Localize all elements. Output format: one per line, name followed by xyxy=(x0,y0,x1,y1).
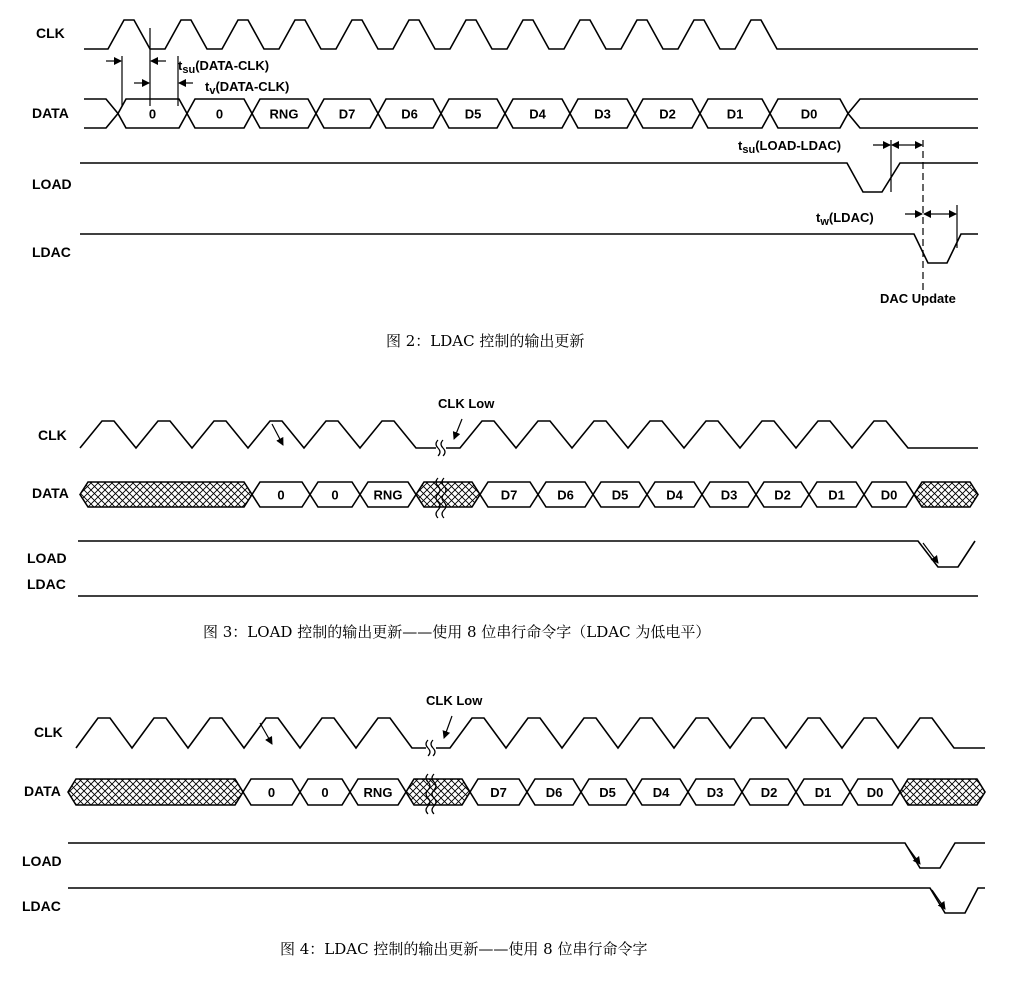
d1-caption: 图 2：LDAC 控制的输出更新 xyxy=(386,332,585,350)
d3-data-b-cell-label-5: D2 xyxy=(760,785,778,800)
d3-ldac-edge-arrow xyxy=(932,890,945,909)
d3-data-hatch-lead xyxy=(68,779,243,805)
d1-dac-update-label: DAC Update xyxy=(880,291,956,306)
d2-clk-low-label: CLK Low xyxy=(438,396,495,411)
d3-data-hatch-tail xyxy=(900,779,985,805)
d1-data-cell-label-0: 0 xyxy=(148,106,157,122)
d1-clk-waveform xyxy=(84,20,978,49)
d3-load-edge-arrow xyxy=(906,845,920,864)
d1-data-cell-label-5: D5 xyxy=(464,106,482,122)
d3-clk-break-mark xyxy=(426,740,435,756)
d3-data-a-cell-label-2: RNG xyxy=(363,785,393,800)
d2-clk-waveform xyxy=(80,421,978,448)
d1-data-cell-label-8: D2 xyxy=(659,106,676,122)
d3-data-b-cell-label-6: D1 xyxy=(814,785,832,800)
d3-data-b-cell-label-7: D0 xyxy=(866,785,884,800)
d1-data-cell-label-9: D1 xyxy=(726,106,744,122)
d2-clk-low-arrow xyxy=(454,419,462,439)
d1-tw-ldac-label: $t_w(LDAC)$ xyxy=(816,210,874,228)
d2-load-label: LOAD xyxy=(27,550,67,566)
d1-data-cell-label-2: RNG xyxy=(269,106,299,122)
d2-data-hatch-mid xyxy=(416,482,480,507)
diagram-1 xyxy=(32,20,978,350)
diagram-3 xyxy=(22,693,985,958)
d3-clk-label: CLK xyxy=(34,724,63,740)
d3-data-b-cell-label-0: D7 xyxy=(490,785,507,800)
d1-tsu-data-label: $t_{su}(DATA-CLK)$ xyxy=(178,58,270,76)
d2-clk-edge-arrow xyxy=(272,424,283,445)
d2-data-b-cell-label-7: D0 xyxy=(880,487,898,503)
d2-data-hatch-lead xyxy=(80,482,252,507)
d3-data-b-cell-label-2: D5 xyxy=(599,785,616,800)
d1-data-bus xyxy=(84,99,978,128)
d2-data-hatch-tail xyxy=(914,482,978,507)
d3-data-b-cell-label-3: D4 xyxy=(652,785,670,800)
d3-ldac-waveform xyxy=(68,888,985,913)
d2-data-bus xyxy=(80,482,978,507)
d3-data-hatch-mid xyxy=(406,779,470,805)
d3-caption: 图 4：LDAC 控制的输出更新——使用 8 位串行命令字 xyxy=(280,940,648,958)
d3-ldac-label: LDAC xyxy=(22,898,61,914)
d3-data-bus xyxy=(68,779,985,805)
d3-clk-edge-arrow xyxy=(260,723,272,744)
d2-ldac-label: LDAC xyxy=(27,576,66,592)
d3-data-b-cell-label-1: D6 xyxy=(545,785,563,800)
d1-data-tail xyxy=(848,99,978,128)
d1-load-waveform xyxy=(80,163,978,192)
d2-clk-label: CLK xyxy=(38,427,67,443)
d3-clk-waveform xyxy=(76,718,985,748)
d2-load-waveform xyxy=(78,541,975,567)
d3-load-waveform xyxy=(68,843,985,868)
d1-clk-label: CLK xyxy=(36,25,65,41)
d2-data-b-cell-label-2: D5 xyxy=(611,487,629,503)
d2-data-b-cell-label-3: D4 xyxy=(666,487,683,503)
d2-data-label: DATA xyxy=(32,485,69,501)
d1-data-cell-label-3: D7 xyxy=(338,106,356,122)
d3-clk-low-arrow xyxy=(444,716,452,738)
d1-data-cell-label-1: 0 xyxy=(215,106,224,122)
d2-caption: 图 3：LOAD 控制的输出更新——使用 8 位串行命令字（LDAC 为低电平） xyxy=(203,623,711,641)
diagram-2 xyxy=(27,396,978,641)
d3-data-a-cell-label-1: 0 xyxy=(321,785,329,800)
d2-data-a-cell-label-2: RNG xyxy=(373,487,403,503)
d1-load-label: LOAD xyxy=(32,176,72,192)
d2-data-b-cell-label-0: D7 xyxy=(500,487,518,503)
d2-data-a-cell-label-1: 0 xyxy=(331,487,339,503)
d1-data-cell-label-6: D4 xyxy=(529,106,546,122)
d1-data-label: DATA xyxy=(32,105,69,121)
d1-ldac-label: LDAC xyxy=(32,244,71,260)
d2-load-edge-arrow xyxy=(923,543,938,563)
d1-tv-data-label: $t_v(DATA-CLK)$ xyxy=(205,79,290,97)
d2-data-b-cell-label-5: D2 xyxy=(774,487,791,503)
d2-clk-break-mark xyxy=(436,440,445,456)
d1-data-cell-label-10: D0 xyxy=(800,106,818,122)
d1-data-lead xyxy=(84,99,118,128)
d2-data-b-cell-label-6: D1 xyxy=(828,487,845,503)
d1-ldac-waveform xyxy=(80,234,978,263)
d2-data-b-cell-label-4: D3 xyxy=(720,487,738,503)
d1-tsu-load-label: $t_{su}(LOAD-LDAC)$ xyxy=(738,138,842,156)
d3-clk-low-label: CLK Low xyxy=(426,693,483,708)
d3-data-b-cell-label-4: D3 xyxy=(706,785,724,800)
d3-data-label: DATA xyxy=(24,783,61,799)
d3-load-label: LOAD xyxy=(22,853,62,869)
d2-data-b-cell-label-1: D6 xyxy=(557,487,574,503)
d1-data-cell-label-4: D6 xyxy=(401,106,418,122)
d3-data-a-cell-label-0: 0 xyxy=(267,785,276,800)
d1-data-cell-label-7: D3 xyxy=(594,106,611,122)
d2-data-a-cell-label-0: 0 xyxy=(277,487,285,503)
